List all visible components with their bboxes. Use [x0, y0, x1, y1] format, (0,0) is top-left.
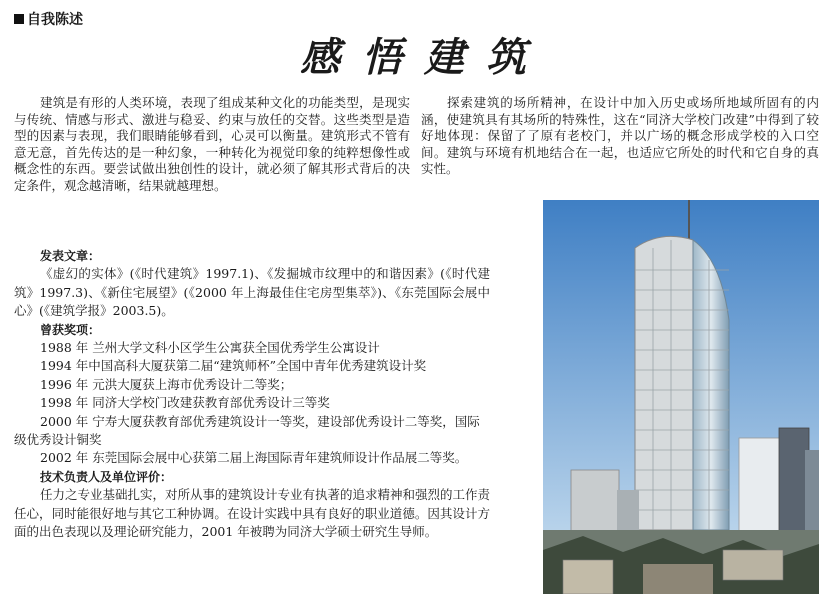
building-photo: [543, 200, 819, 594]
award-item: 1996 年 元洪大厦获上海市优秀设计二等奖；: [40, 376, 293, 392]
profile-info: [14, 247, 490, 542]
publications-heading: 发表文章：: [40, 249, 101, 263]
awards-heading: 曾获奖项：: [40, 322, 101, 337]
award-item: 1994 年中国高科大厦获第二届“建筑师杯”全国中青年优秀建筑设计奖: [40, 358, 427, 374]
evaluation-heading: 技术负责人及单位评价：: [40, 469, 173, 484]
evaluation-text: 任力之专业基础扎实，对所从事的建筑设计专业有执著的追求精神和强烈的工作责任心，同时能很好地与其它工种协调。在设计实践中具有良好的职业道德。因其设计方面的出色表现以及理论研究能力，2001 年被聘为同济大学硕士研究生导师。: [14, 487, 491, 540]
building-photo-illustration: [543, 200, 819, 594]
award-item: 2002 年 东莞国际会展中心获第二届上海国际青年建筑师设计作品展二等奖。: [40, 450, 468, 466]
publications-text: 《虚幻的实体》(《时代建筑》1997.1)、《发掘城市纹理中的和谐因素》(《时代建筑》1997.3)、《新住宅展望》(《2000 年上海最佳住宅房型集萃》)、《东莞国际会展中心》(《建筑学报》2003.5)。: [14, 266, 490, 319]
section-tag: [14, 9, 83, 29]
award-item: 2000 年 宁寿大厦获教育部优秀建筑设计一等奖，建设部优秀设计二等奖，国际级优秀设计铜奖: [14, 413, 480, 448]
award-item: 1988 年 兰州大学文科小区学生公寓获全国优秀学生公寓设计: [40, 340, 380, 356]
left-paragraph: 建筑是有形的人类环境，表现了组成某种文化的功能类型，是现实与传统、情感与形式、激进与稳妥、约束与放任的交替。这些类型是造型的因素与表现，我们眼睛能够看到，心灵可以衡量。建筑形式不管有意无意，首先传达的是一种幻象，一种转化为视觉印象的纯粹想像性或概念性的东西。要尝试做出独创性的设计，就必须了解其形式背后的决定条件，观念越清晰，结果就越理想。: [14, 95, 410, 193]
square-bullet-icon: [14, 14, 24, 24]
section-tag-label: 自我陈述: [27, 12, 83, 28]
page-title: 感悟建筑: [300, 34, 548, 81]
right-paragraph: 探索建筑的场所精神，在设计中加入历史或场所地域所固有的内涵，使建筑具有其场所的特殊性，这在“同济大学校门改建”中得到了较好地体现：保留了了原有老校门，并以广场的概念形成学校的入口空间。建筑与环境有机地结合在一起，也适应它所处的时代和它自身的真实性。: [421, 95, 819, 177]
award-item: 1998 年 同济大学校门改建获教育部优秀设计三等奖: [40, 395, 330, 411]
